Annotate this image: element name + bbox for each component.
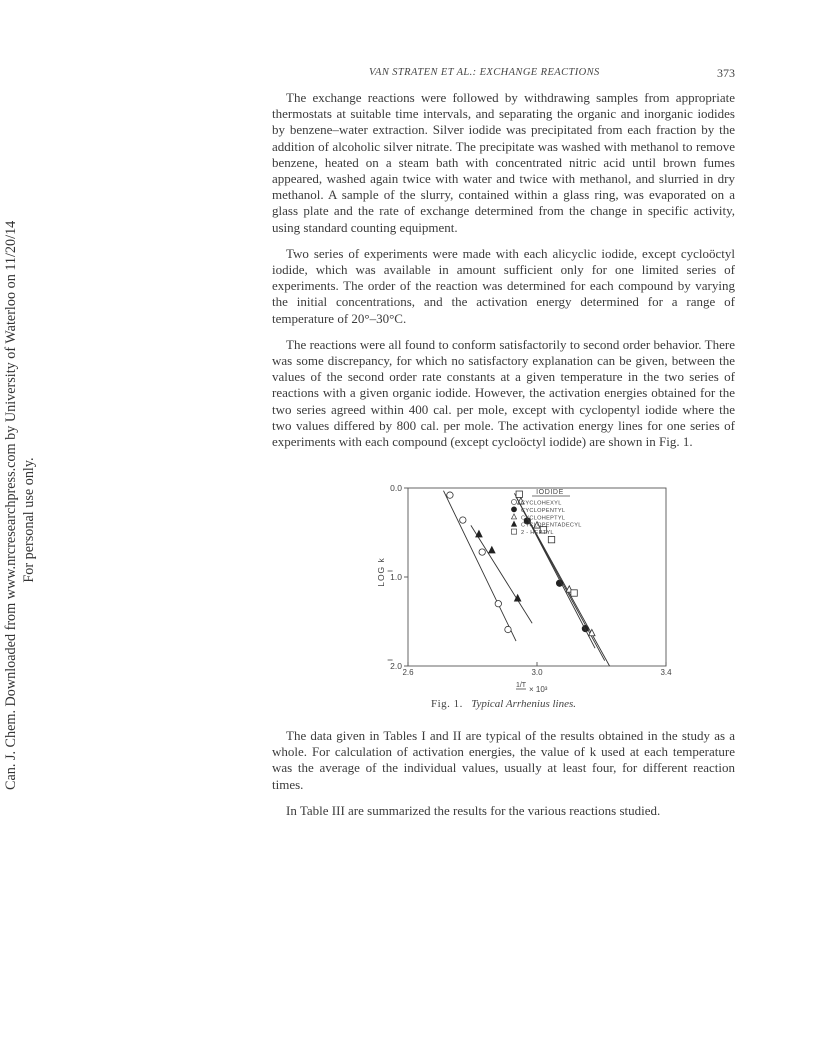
legend-label-1: CYCLOPENTYL: [521, 507, 566, 514]
body-text-top: [272, 90, 735, 460]
body-text-bottom: [272, 728, 735, 829]
paragraph-5: In Table III are summarized the results for the various reactions studied.: [286, 802, 661, 818]
paragraph-2: Two series of experiments were made with each alicyclic iodide, except cycloöctyl iodide, which was available in amount sufficient only for one limited series of experiments. The order of the reaction was determined for each compound by varying the initial concentrations, and the activation energy determined for a range of temperature of 20°–30°C.: [272, 245, 735, 326]
figure-caption: [272, 698, 735, 710]
x-tick-label-0: 2.6: [402, 668, 414, 677]
y-tick-label-0: 0.0: [390, 483, 402, 493]
data-point-0-1: [460, 517, 466, 523]
legend-marker-0: [511, 499, 516, 504]
legend-label-0: CYCLOHEXYL: [521, 500, 562, 507]
x-axis-label: 1/T: [515, 682, 527, 689]
paragraph-4: The data given in Tables I and II are typical of the results obtained in the study as a whole. For calculation of activation energies, the value of k used at each temperature was the average of the individual values, usually at least four, for different reaction times.: [272, 728, 735, 792]
data-point-0-4: [505, 626, 511, 632]
legend-marker-4: [511, 529, 516, 534]
legend-marker-3: [511, 521, 516, 526]
data-point-4-3: [571, 590, 577, 596]
data-point-4-0: [516, 491, 522, 497]
figure-1: [350, 478, 672, 694]
data-point-0-2: [479, 549, 485, 555]
x-tick-label-1: 3.0: [531, 668, 543, 677]
caption-label: Fig. 1.: [431, 698, 463, 710]
legend-marker-2: [511, 514, 516, 519]
legend-label-3: CYCLOPENTADECYL: [521, 522, 582, 529]
series-line-3: [471, 525, 532, 623]
data-point-3-2: [514, 595, 520, 601]
y-tick-label-1: 1.0: [390, 572, 402, 582]
paragraph-3: The reactions were all found to conform satisfactorily to second order behavior. There was some discrepancy, for which no satisfactory explanation can be given, between the values of the second order rate constants at a given temperature in the two series of reactions with a given organic iodide. However, the activation energies obtained for the two series agreed within 400 cal. per mole, except with cyclopentyl iodide where the two values differed by 800 cal. per mole. The activation energy lines for one series of experiments with each compound (except cycloöctyl iodide) are shown in Fig. 1.: [272, 336, 735, 450]
data-point-0-3: [495, 601, 501, 607]
page-header: [272, 66, 735, 82]
y-tick-label-2: 2.0: [390, 661, 402, 671]
legend-marker-1: [511, 507, 516, 512]
data-point-4-2: [548, 536, 554, 542]
x-tick-label-2: 3.4: [660, 668, 672, 677]
watermark-line-1: Can. J. Chem. Downloaded from www.nrcresearchpress.com by University of Waterloo on 11/20/14: [3, 220, 19, 790]
running-title: VAN STRATEN ET AL.: EXCHANGE REACTIONS: [369, 67, 600, 78]
legend-label-2: CYCLOHEPTYL: [521, 515, 566, 522]
arrhenius-chart: [350, 478, 672, 694]
series-line-0: [443, 491, 516, 641]
caption-text: Typical Arrhenius lines.: [471, 698, 576, 710]
x-axis-label-suffix: × 10³: [529, 685, 548, 694]
download-watermark: [2, 220, 52, 790]
data-point-3-0: [476, 531, 482, 537]
page-number: 373: [717, 66, 735, 80]
paragraph-1: The exchange reactions were followed by withdrawing samples from appropriate thermostats at suitable time intervals, and separating the organic and inorganic iodides by benzene–water extraction. Silver iodide was precipitated from each fraction by the addition of alcoholic silver nitrate. The precipitate was washed with methanol to remove benzene, heated on a steam bath with concentrated nitric acid until brown fumes appeared, washed again twice with water and twice with methanol, and slurried in dry methanol. A sample of the slurry, contained within a glass ring, was evaporated on a glass plate and the rate of exchange determined from the change in specific activity, using standard counting equipment.: [272, 90, 735, 235]
watermark-line-2: For personal use only.: [21, 457, 37, 583]
legend-label-4: 2 - HEPTYL: [521, 530, 554, 537]
legend-title: IODIDE: [536, 489, 564, 496]
data-point-0-0: [447, 492, 453, 498]
data-point-3-1: [489, 547, 495, 553]
y-axis-label: LOG k: [376, 557, 386, 587]
